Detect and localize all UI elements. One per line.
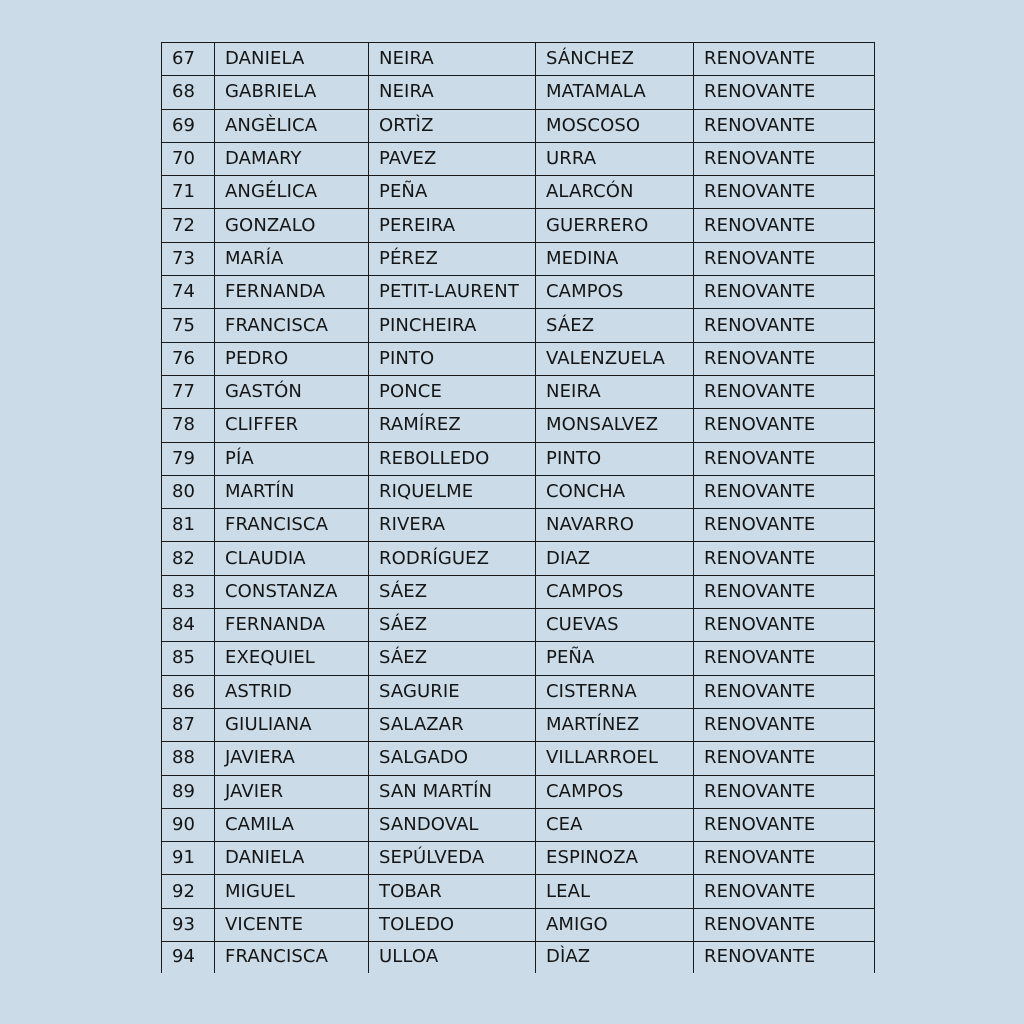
row-number-cell: 93: [162, 908, 215, 941]
row-number-cell: 69: [162, 109, 215, 142]
paternal-surname-cell: TOBAR: [369, 875, 536, 908]
paternal-surname-cell: SANDOVAL: [369, 808, 536, 841]
paternal-surname-cell: SÁEZ: [369, 642, 536, 675]
status-cell: RENOVANTE: [694, 209, 875, 242]
table-row: [162, 375, 875, 408]
row-number-cell: 68: [162, 76, 215, 109]
status-cell: RENOVANTE: [694, 708, 875, 741]
paternal-surname-cell: ULLOA: [369, 942, 536, 973]
table-row: [162, 209, 875, 242]
row-number-cell: 77: [162, 375, 215, 408]
paternal-surname-cell: SALAZAR: [369, 708, 536, 741]
status-cell: RENOVANTE: [694, 842, 875, 875]
paternal-surname-cell: SEPÚLVEDA: [369, 842, 536, 875]
paternal-surname-cell: RAMÍREZ: [369, 409, 536, 442]
row-number-cell: 94: [162, 942, 215, 973]
paternal-surname-cell: SALGADO: [369, 742, 536, 775]
row-number-cell: 80: [162, 475, 215, 508]
maternal-surname-cell: VILLARROEL: [536, 742, 694, 775]
paternal-surname-cell: PÉREZ: [369, 242, 536, 275]
roster-table-body: [162, 43, 875, 973]
status-cell: RENOVANTE: [694, 575, 875, 608]
first-name-cell: CONSTANZA: [215, 575, 369, 608]
maternal-surname-cell: NAVARRO: [536, 509, 694, 542]
status-cell: RENOVANTE: [694, 875, 875, 908]
first-name-cell: PÍA: [215, 442, 369, 475]
paternal-surname-cell: SAN MARTÍN: [369, 775, 536, 808]
maternal-surname-cell: NEIRA: [536, 375, 694, 408]
maternal-surname-cell: DIAZ: [536, 542, 694, 575]
table-row: [162, 542, 875, 575]
maternal-surname-cell: CAMPOS: [536, 575, 694, 608]
row-number-cell: 92: [162, 875, 215, 908]
first-name-cell: MARÍA: [215, 242, 369, 275]
status-cell: RENOVANTE: [694, 76, 875, 109]
paternal-surname-cell: PEREIRA: [369, 209, 536, 242]
first-name-cell: VICENTE: [215, 908, 369, 941]
status-cell: RENOVANTE: [694, 309, 875, 342]
table-row: [162, 109, 875, 142]
status-cell: RENOVANTE: [694, 442, 875, 475]
paternal-surname-cell: PONCE: [369, 375, 536, 408]
status-cell: RENOVANTE: [694, 775, 875, 808]
status-cell: RENOVANTE: [694, 808, 875, 841]
paternal-surname-cell: PEÑA: [369, 176, 536, 209]
table-row: [162, 176, 875, 209]
paternal-surname-cell: SÁEZ: [369, 609, 536, 642]
paternal-surname-cell: PINTO: [369, 342, 536, 375]
row-number-cell: 74: [162, 276, 215, 309]
row-number-cell: 87: [162, 708, 215, 741]
row-number-cell: 86: [162, 675, 215, 708]
table-row: [162, 908, 875, 941]
maternal-surname-cell: CEA: [536, 808, 694, 841]
first-name-cell: PEDRO: [215, 342, 369, 375]
row-number-cell: 70: [162, 142, 215, 175]
maternal-surname-cell: GUERRERO: [536, 209, 694, 242]
table-row: [162, 675, 875, 708]
status-cell: RENOVANTE: [694, 475, 875, 508]
row-number-cell: 67: [162, 43, 215, 76]
row-number-cell: 89: [162, 775, 215, 808]
maternal-surname-cell: CUEVAS: [536, 609, 694, 642]
paternal-surname-cell: PETIT-LAURENT: [369, 276, 536, 309]
roster-table: [161, 42, 875, 973]
maternal-surname-cell: AMIGO: [536, 908, 694, 941]
first-name-cell: DANIELA: [215, 43, 369, 76]
first-name-cell: FRANCISCA: [215, 309, 369, 342]
maternal-surname-cell: MEDINA: [536, 242, 694, 275]
paternal-surname-cell: NEIRA: [369, 76, 536, 109]
table-row: [162, 875, 875, 908]
paternal-surname-cell: REBOLLEDO: [369, 442, 536, 475]
status-cell: RENOVANTE: [694, 908, 875, 941]
maternal-surname-cell: URRA: [536, 142, 694, 175]
table-row: [162, 842, 875, 875]
table-row: [162, 509, 875, 542]
maternal-surname-cell: CONCHA: [536, 475, 694, 508]
table-row: [162, 609, 875, 642]
row-number-cell: 90: [162, 808, 215, 841]
maternal-surname-cell: MARTÍNEZ: [536, 708, 694, 741]
maternal-surname-cell: MONSALVEZ: [536, 409, 694, 442]
row-number-cell: 73: [162, 242, 215, 275]
status-cell: RENOVANTE: [694, 342, 875, 375]
first-name-cell: FERNANDA: [215, 276, 369, 309]
table-row: [162, 242, 875, 275]
row-number-cell: 71: [162, 176, 215, 209]
maternal-surname-cell: ESPINOZA: [536, 842, 694, 875]
paternal-surname-cell: RIVERA: [369, 509, 536, 542]
first-name-cell: GIULIANA: [215, 708, 369, 741]
first-name-cell: DANIELA: [215, 842, 369, 875]
table-row: [162, 642, 875, 675]
status-cell: RENOVANTE: [694, 642, 875, 675]
first-name-cell: GASTÓN: [215, 375, 369, 408]
table-row: [162, 276, 875, 309]
paternal-surname-cell: SAGURIE: [369, 675, 536, 708]
row-number-cell: 76: [162, 342, 215, 375]
first-name-cell: JAVIERA: [215, 742, 369, 775]
status-cell: RENOVANTE: [694, 375, 875, 408]
table-row: [162, 575, 875, 608]
maternal-surname-cell: PEÑA: [536, 642, 694, 675]
table-row: [162, 942, 875, 973]
table-row: [162, 775, 875, 808]
status-cell: RENOVANTE: [694, 942, 875, 973]
first-name-cell: CLIFFER: [215, 409, 369, 442]
first-name-cell: EXEQUIEL: [215, 642, 369, 675]
status-cell: RENOVANTE: [694, 675, 875, 708]
row-number-cell: 88: [162, 742, 215, 775]
first-name-cell: MIGUEL: [215, 875, 369, 908]
maternal-surname-cell: SÁEZ: [536, 309, 694, 342]
row-number-cell: 85: [162, 642, 215, 675]
table-row: [162, 309, 875, 342]
table-row: [162, 442, 875, 475]
status-cell: RENOVANTE: [694, 242, 875, 275]
status-cell: RENOVANTE: [694, 176, 875, 209]
table-row: [162, 808, 875, 841]
maternal-surname-cell: PINTO: [536, 442, 694, 475]
row-number-cell: 81: [162, 509, 215, 542]
row-number-cell: 72: [162, 209, 215, 242]
first-name-cell: DAMARY: [215, 142, 369, 175]
paternal-surname-cell: ORTÌZ: [369, 109, 536, 142]
first-name-cell: CLAUDIA: [215, 542, 369, 575]
status-cell: RENOVANTE: [694, 742, 875, 775]
maternal-surname-cell: CAMPOS: [536, 276, 694, 309]
status-cell: RENOVANTE: [694, 276, 875, 309]
paternal-surname-cell: PAVEZ: [369, 142, 536, 175]
paternal-surname-cell: RODRÍGUEZ: [369, 542, 536, 575]
paternal-surname-cell: RIQUELME: [369, 475, 536, 508]
table-row: [162, 142, 875, 175]
table-row: [162, 475, 875, 508]
status-cell: RENOVANTE: [694, 142, 875, 175]
first-name-cell: ANGÉLICA: [215, 176, 369, 209]
first-name-cell: ASTRID: [215, 675, 369, 708]
first-name-cell: FRANCISCA: [215, 942, 369, 973]
table-row: [162, 708, 875, 741]
status-cell: RENOVANTE: [694, 43, 875, 76]
first-name-cell: JAVIER: [215, 775, 369, 808]
status-cell: RENOVANTE: [694, 509, 875, 542]
maternal-surname-cell: MATAMALA: [536, 76, 694, 109]
first-name-cell: ANGÈLICA: [215, 109, 369, 142]
paternal-surname-cell: TOLEDO: [369, 908, 536, 941]
first-name-cell: FRANCISCA: [215, 509, 369, 542]
table-row: [162, 43, 875, 76]
maternal-surname-cell: VALENZUELA: [536, 342, 694, 375]
maternal-surname-cell: DÌAZ: [536, 942, 694, 973]
paternal-surname-cell: PINCHEIRA: [369, 309, 536, 342]
maternal-surname-cell: CISTERNA: [536, 675, 694, 708]
table-row: [162, 742, 875, 775]
maternal-surname-cell: LEAL: [536, 875, 694, 908]
row-number-cell: 91: [162, 842, 215, 875]
maternal-surname-cell: SÁNCHEZ: [536, 43, 694, 76]
paternal-surname-cell: SÁEZ: [369, 575, 536, 608]
table-row: [162, 342, 875, 375]
maternal-surname-cell: MOSCOSO: [536, 109, 694, 142]
row-number-cell: 84: [162, 609, 215, 642]
first-name-cell: CAMILA: [215, 808, 369, 841]
status-cell: RENOVANTE: [694, 542, 875, 575]
status-cell: RENOVANTE: [694, 109, 875, 142]
first-name-cell: MARTÍN: [215, 475, 369, 508]
table-row: [162, 76, 875, 109]
row-number-cell: 83: [162, 575, 215, 608]
first-name-cell: GONZALO: [215, 209, 369, 242]
paternal-surname-cell: NEIRA: [369, 43, 536, 76]
row-number-cell: 82: [162, 542, 215, 575]
row-number-cell: 78: [162, 409, 215, 442]
row-number-cell: 75: [162, 309, 215, 342]
row-number-cell: 79: [162, 442, 215, 475]
table-row: [162, 409, 875, 442]
maternal-surname-cell: CAMPOS: [536, 775, 694, 808]
maternal-surname-cell: ALARCÓN: [536, 176, 694, 209]
status-cell: RENOVANTE: [694, 409, 875, 442]
status-cell: RENOVANTE: [694, 609, 875, 642]
first-name-cell: FERNANDA: [215, 609, 369, 642]
first-name-cell: GABRIELA: [215, 76, 369, 109]
